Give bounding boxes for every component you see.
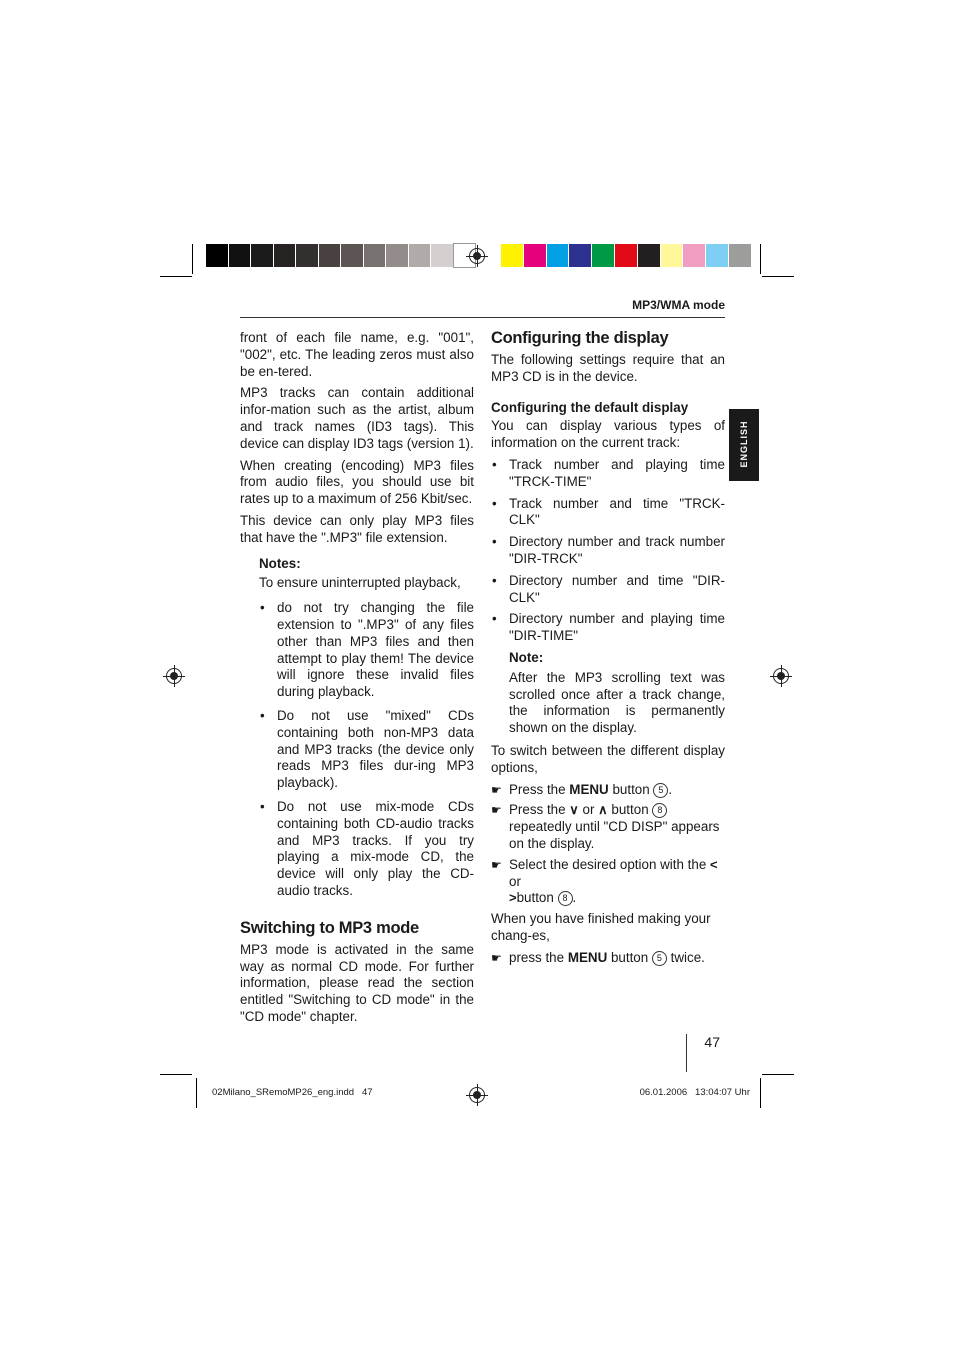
color-swatch: [569, 244, 591, 267]
step-text: button: [608, 781, 654, 797]
crop-mark: [760, 1078, 761, 1108]
crop-mark: [196, 1078, 197, 1108]
paragraph: This device can only play MP3 files that have the ".MP3" file extension.: [240, 512, 474, 545]
color-swatch: [341, 244, 363, 267]
step-text: Press the: [509, 802, 570, 818]
crop-mark: [762, 1074, 794, 1075]
button-number-badge: 8: [652, 803, 667, 818]
note-title: Note:: [509, 649, 544, 665]
button-number-badge: 5: [652, 951, 667, 966]
step-text: Press the: [509, 781, 570, 797]
list-item: • Track number and playing time "TRCK-TIME": [491, 457, 725, 491]
paragraph: To switch between the different display options,: [491, 742, 725, 775]
list-item: • do not try changing the file extension to ".MP3" of any files other than MP3 files and then attempt to play them! The device will ignore these invalid files during playback.: [259, 600, 474, 701]
step-text: repeatedly until "CD DISP" appears on the display.: [509, 819, 720, 851]
notes-title: Notes:: [259, 555, 301, 571]
paragraph: When creating (encoding) MP3 files from audio files, you should use bit rates up to a maximum of 256 Kbit/sec.: [240, 457, 474, 507]
button-number-badge: 5: [653, 783, 668, 798]
pointing-hand-icon: ☛: [491, 857, 502, 872]
page-number: 47: [704, 1034, 720, 1050]
color-swatch: [706, 244, 728, 267]
step-text: button: [607, 802, 653, 818]
paragraph: MP3 mode is activated in the same way as normal CD mode. For further information, please read the section entitled "Switching to CD mode" in the "CD mode" chapter.: [240, 941, 474, 1024]
header-rule: [240, 317, 725, 318]
color-swatch: [274, 244, 296, 267]
crop-mark: [760, 244, 761, 274]
chevron-left-icon: <: [709, 856, 718, 872]
paragraph: front of each file name, e.g. "001", "002", etc. The leading zeros must also be en-tered.: [240, 330, 474, 379]
list-item: • Directory number and playing time "DIR-TIME": [491, 611, 725, 645]
instruction-step: [491, 802, 725, 852]
right-column: [491, 328, 725, 971]
color-swatch: [229, 244, 251, 267]
pointing-hand-icon: ☛: [491, 950, 502, 965]
step-text: twice.: [666, 949, 705, 965]
color-swatch: [638, 244, 660, 267]
crop-mark: [160, 276, 192, 277]
registration-mark-icon: [773, 668, 789, 684]
section-heading: Configuring the display: [491, 329, 669, 347]
color-swatch: [386, 244, 408, 267]
display-options-list: [491, 457, 725, 645]
instruction-step: [491, 950, 725, 967]
step-text: Select the desired option with the: [509, 856, 710, 872]
color-swatch: [683, 244, 705, 267]
color-swatch: [206, 244, 228, 267]
paragraph: The following settings require that an MP3 CD is in the device.: [491, 352, 725, 384]
chevron-right-icon: >: [509, 890, 517, 906]
notes-list: [259, 600, 474, 900]
step-text: or: [578, 802, 599, 818]
section-heading: Switching to MP3 mode: [240, 918, 419, 937]
list-item: • Directory number and track number "DIR-TRCK": [491, 534, 725, 568]
crop-mark: [160, 1074, 192, 1075]
color-swatch: [547, 244, 569, 267]
left-column: [240, 330, 474, 1031]
color-swatch: [319, 244, 341, 267]
color-swatch: [524, 244, 546, 267]
list-item: • Directory number and time "DIR-CLK": [491, 573, 725, 607]
registration-mark-icon: [166, 668, 182, 684]
registration-mark-icon: [469, 248, 485, 264]
step-text: .: [668, 781, 673, 797]
menu-key-label: MENU: [567, 949, 608, 965]
paragraph: You can display various types of information on the current track:: [491, 418, 725, 451]
color-swatch: [431, 244, 453, 267]
pointing-hand-icon: ☛: [491, 803, 502, 818]
notes-block: [240, 556, 474, 900]
button-number-badge: 8: [558, 891, 573, 906]
color-swatch: [729, 244, 751, 267]
note-text: After the MP3 scrolling text was scrolled once after a track change, the information is permanently shown on the display.: [509, 669, 725, 736]
pointing-hand-icon: ☛: [491, 782, 502, 797]
color-swatch: [615, 244, 637, 267]
step-text: button: [607, 949, 652, 965]
paragraph: MP3 tracks can contain additional infor-mation such as the artist, album and track names (ID3 tags). This device can display ID3 tags (version 1).: [240, 385, 474, 451]
subheading: Configuring the default display: [491, 399, 689, 415]
step-text: .: [572, 890, 577, 906]
color-swatch: [501, 244, 523, 267]
color-swatch: [364, 244, 386, 267]
date-info: 06.01.2006 13:04:07 Uhr: [639, 1087, 750, 1098]
color-swatch: [409, 244, 431, 267]
notes-intro: To ensure uninterrupted playback,: [259, 575, 461, 591]
chevron-up-icon: ∧: [598, 802, 608, 818]
language-tab: [729, 409, 759, 481]
menu-key-label: MENU: [569, 781, 609, 797]
language-tab-label: ENGLISH: [739, 420, 749, 468]
crop-mark: [762, 276, 794, 277]
list-item: • Do not use "mixed" CDs containing both non-MP3 data and MP3 tracks (the device only reads MP3 files dur-ing MP3 playback).: [259, 708, 474, 792]
chevron-down-icon: ∨: [569, 802, 579, 818]
paragraph: When you have finished making your chang-es,: [491, 911, 711, 943]
list-item: • Track number and time "TRCK-CLK": [491, 496, 725, 530]
file-info: 02Milano_SRemoMP26_eng.indd 47: [212, 1087, 373, 1098]
instruction-step: [491, 857, 725, 907]
step-text: button: [516, 890, 558, 906]
color-swatch: [661, 244, 683, 267]
instruction-step: [491, 782, 725, 799]
step-text: press the: [509, 949, 568, 965]
section-header: MP3/WMA mode: [632, 298, 725, 312]
list-item: • Do not use mix-mode CDs containing both CD-audio tracks and MP3 tracks. If you try playing a mix-mode CD, the device will only play the CD-audio tracks.: [259, 799, 474, 900]
color-swatch: [592, 244, 614, 267]
page-number-rule: [686, 1034, 687, 1072]
note-block: [491, 650, 725, 737]
registration-mark-icon: [469, 1087, 485, 1103]
color-swatch: [296, 244, 318, 267]
color-swatch: [251, 244, 273, 267]
step-text: or: [509, 873, 521, 889]
crop-mark: [192, 244, 193, 274]
